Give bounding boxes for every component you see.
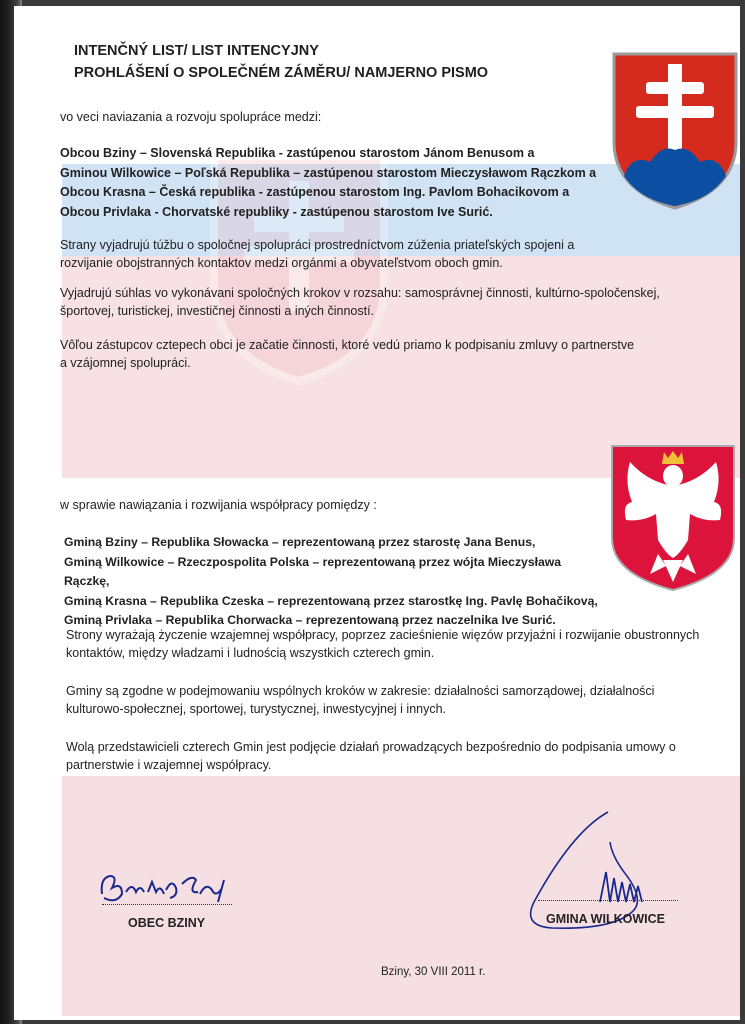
polish-party-1: Gminą Bziny – Republika Słowacka – reprezentowaną przez starostę Jana Benus,: [64, 535, 536, 549]
polish-paragraph-1: Strony wyrażają życzenie wzajemnej współpracy, poprzez zacieśnienie więzów przyjaźni i rozwijanie obustronnych kontaktów, między władzami i ludnością wszystkich czterech gmin.: [66, 628, 700, 660]
slovak-intro: vo veci naviazania a rozvoju spolupráce medzi:: [60, 110, 322, 124]
slovak-coat-of-arms-icon: [610, 50, 740, 210]
polish-party-3: Gminą Krasna – Republika Czeska – reprezentowaną przez starostkę Ing. Pavlę Bohačikovą,: [64, 593, 598, 608]
slovak-parties: [60, 144, 620, 222]
slovak-party-1: Obcou Bziny – Slovenská Republika - zastúpenou starostom Jánom Benusom a: [60, 146, 535, 160]
title-line-1: INTENČNÝ LIST/ LIST INTENCYJNY: [74, 43, 319, 59]
slovak-paragraph-1: Strany vyjadrujú túžbu o spoločnej spolupráci prostredníctvom zúženia priateľských spojeni a rozvijanie obojstranných kontaktov medzi orgánmi a obyvateľstvom oboch gmin.: [60, 238, 575, 270]
bziny-signature: [96, 864, 246, 914]
document-title: [74, 40, 488, 84]
document-date: Bziny, 30 VIII 2011 r.: [381, 966, 486, 978]
title-line-2: PROHLÁŠENÍ O SPOLEČNÉM ZÁMĚRU/ NAMJERNO PISMO: [74, 65, 489, 81]
slovak-party-3: Obcou Krasna – Česká republika - zastúpenou starostom Ing. Pavlom Bohacikovom a: [60, 185, 570, 199]
polish-paragraph-2: Gminy są zgodne w podejmowaniu wspólnych kroków w zakresie: działalności samorządowej, działalności kulturowo-społecznej, sportowej, turystycznej, inwestycyjnej i innych.: [66, 684, 655, 716]
document-page: [14, 6, 740, 1020]
slovak-paragraph-2: Vyjadrujú súhlas vo vykonávani spoločných krokov v rozsahu: samosprávnej činnosti, kultúrno-spoločenskej, športovej, turistickej, investičnej činnosti a iných činností.: [60, 286, 660, 318]
polish-intro: w sprawie nawiązania i rozwijania współpracy pomiędzy :: [60, 498, 377, 512]
polish-party-2: Gminą Wilkowice – Rzeczpospolita Polska – reprezentowaną przez wójta Mieczysława Rączkę,: [64, 554, 562, 588]
polish-paragraph-3: Wolą przedstawicieli czterech Gmin jest podjęcie działań prowadzących bezpośrednio do podpisania umowy o partnerstwie i wzajemnej współpracy.: [66, 740, 676, 772]
right-signature-label: GMINA WILKOWICE: [546, 912, 665, 926]
left-signature-line: [102, 904, 232, 905]
polish-parties: [64, 533, 604, 631]
left-signature-label: OBEC BZINY: [128, 916, 206, 930]
polish-coat-of-arms-icon: [608, 442, 738, 592]
slovak-paragraph-3: Vôľou zástupcov cztерech obci je začatie činnosti, ktoré vedú priamo k podpisaniu zmluvy o partnerstve a vzájomnej spolupráci.: [60, 338, 635, 370]
slovak-party-4: Obcou Privlaka - Chorvatské republiky - zastúpenou starostom Ive Surić.: [60, 204, 493, 219]
right-signature-line: [538, 900, 678, 901]
polish-party-4: Gminą Privlaka – Republika Chorwacka – reprezentowaną przez naczelnika Ive Surić.: [64, 613, 556, 627]
slovak-party-2: Gminou Wilkowice – Poľská Republika – zastúpenou starostom Mieczysławom Rączkom a: [60, 165, 597, 180]
